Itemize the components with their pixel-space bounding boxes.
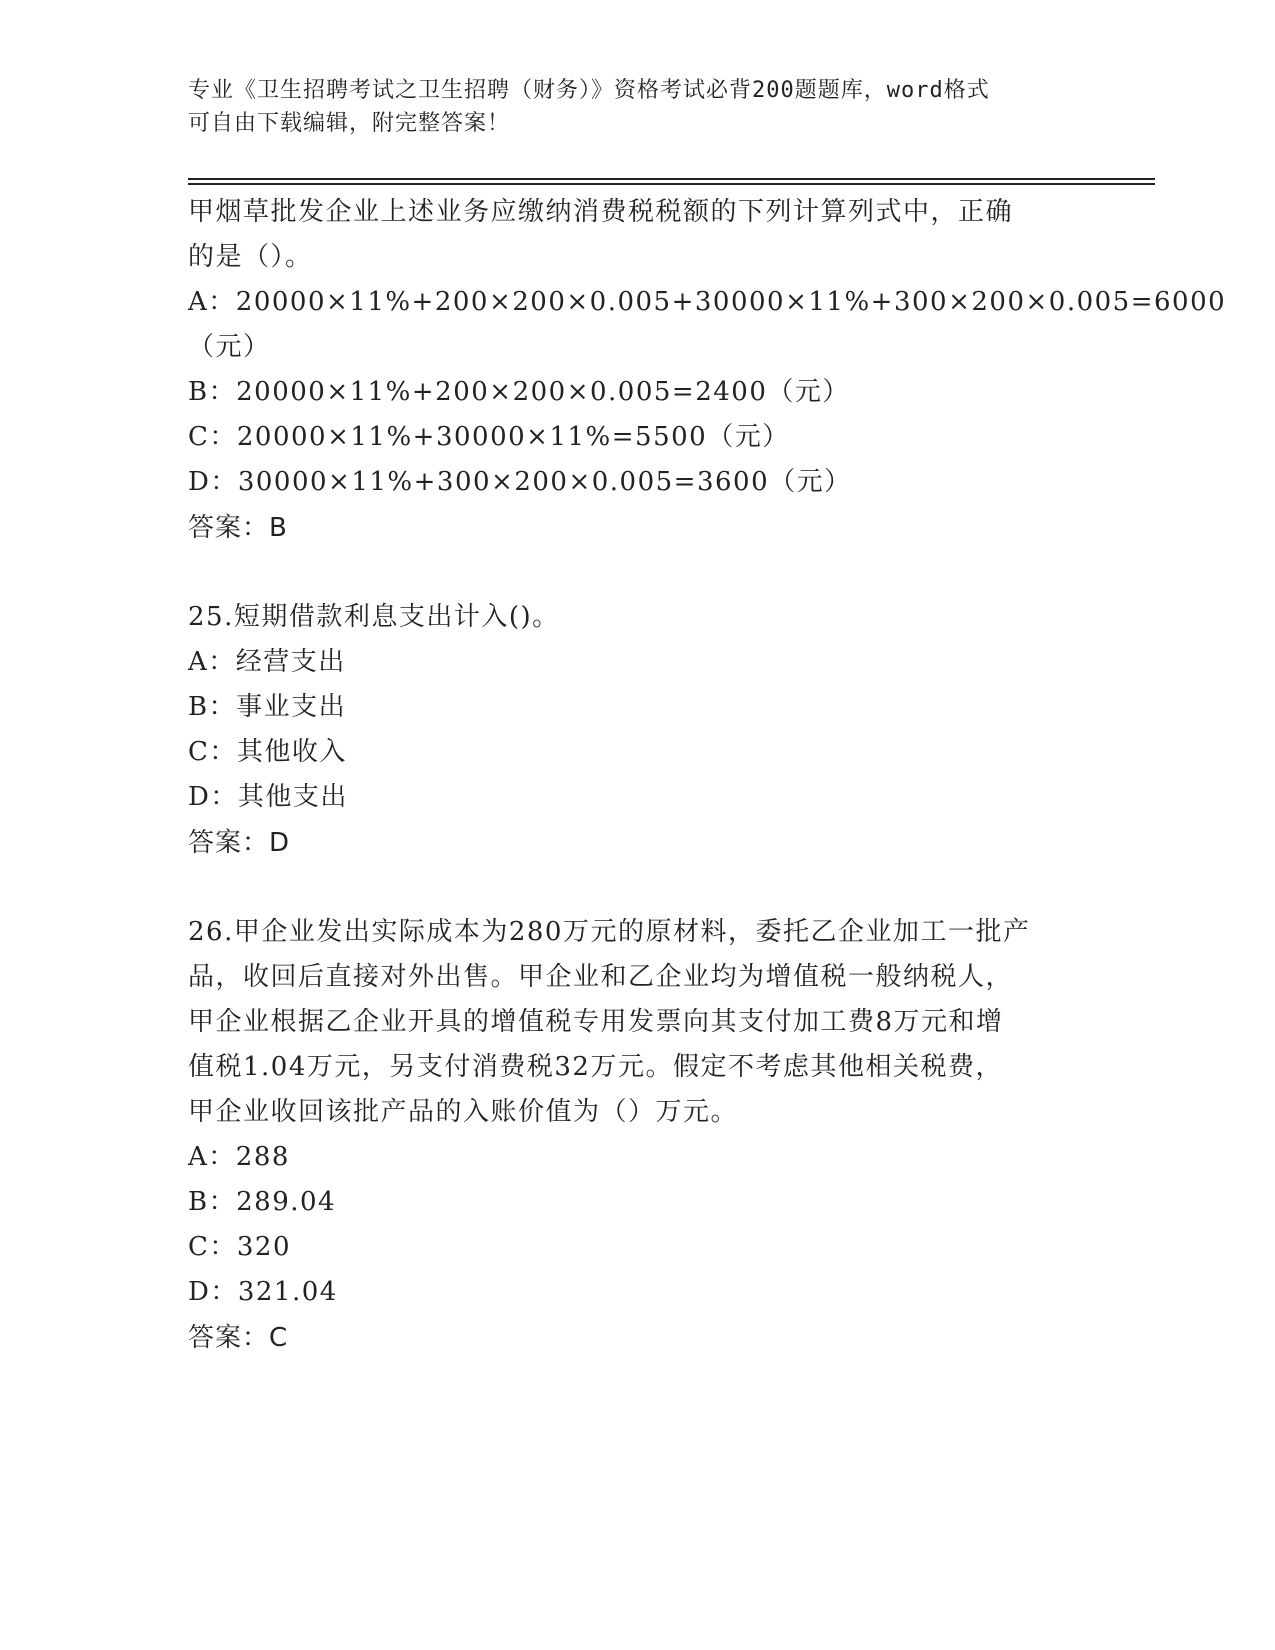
question-25 — [188, 595, 1088, 866]
question-stem-line: 甲烟草批发企业上述业务应缴纳消费税税额的下列计算列式中，正确 — [188, 197, 1014, 227]
option-a: A：288 — [188, 1142, 290, 1172]
question-list — [188, 190, 1227, 1361]
question-stem-line: 值税1.04万元，另支付消费税32万元。假定不考虑其他相关税费， — [188, 1052, 1003, 1082]
option-c: C：20000×11%+30000×11%=5500（元） — [188, 422, 790, 452]
question-stem-line: 品，收回后直接对外出售。甲企业和乙企业均为增值税一般纳税人， — [188, 962, 1014, 992]
header-divider-bottom — [188, 183, 1155, 185]
question-spacer — [188, 866, 1088, 910]
header-divider-top — [188, 178, 1155, 180]
question-spacer — [188, 551, 1088, 595]
option-a: A：20000×11%+200×200×0.005+30000×11%+300×200×0.005=6000 — [188, 287, 1227, 317]
option-a-continued: （元） — [188, 332, 271, 362]
option-b: B：289.04 — [188, 1187, 337, 1217]
document-header — [188, 74, 1088, 140]
question-24 — [188, 190, 1227, 551]
option-a: A：经营支出 — [188, 647, 346, 677]
option-b: B：事业支出 — [188, 692, 347, 722]
question-stem-line: 甲企业收回该批产品的入账价值为（）万元。 — [188, 1097, 739, 1127]
answer-label: 答案：D — [188, 828, 291, 858]
question-stem: 25.短期借款利息支出计入()。 — [188, 602, 560, 632]
header-title-line-2: 可自由下载编辑，附完整答案！ — [188, 111, 511, 136]
option-b: B：20000×11%+200×200×0.005=2400（元） — [188, 377, 850, 407]
option-d: D：321.04 — [188, 1277, 338, 1307]
question-26 — [188, 910, 1088, 1361]
option-d: D：30000×11%+300×200×0.005=3600（元） — [188, 467, 852, 497]
question-stem-line: 26.甲企业发出实际成本为280万元的原材料，委托乙企业加工一批产 — [188, 917, 1031, 947]
option-c: C：320 — [188, 1232, 292, 1262]
question-stem-line: 甲企业根据乙企业开具的增值税专用发票向其支付加工费8万元和增 — [188, 1007, 1004, 1037]
header-title-line-1: 专业《卫生招聘考试之卫生招聘（财务）》资格考试必背200题题库，word格式 — [188, 78, 990, 103]
question-stem-line: 的是（）。 — [188, 242, 313, 272]
answer-label: 答案：C — [188, 1323, 289, 1353]
answer-label: 答案：B — [188, 513, 288, 543]
option-d: D：其他支出 — [188, 782, 348, 812]
option-c: C：其他收入 — [188, 737, 347, 767]
